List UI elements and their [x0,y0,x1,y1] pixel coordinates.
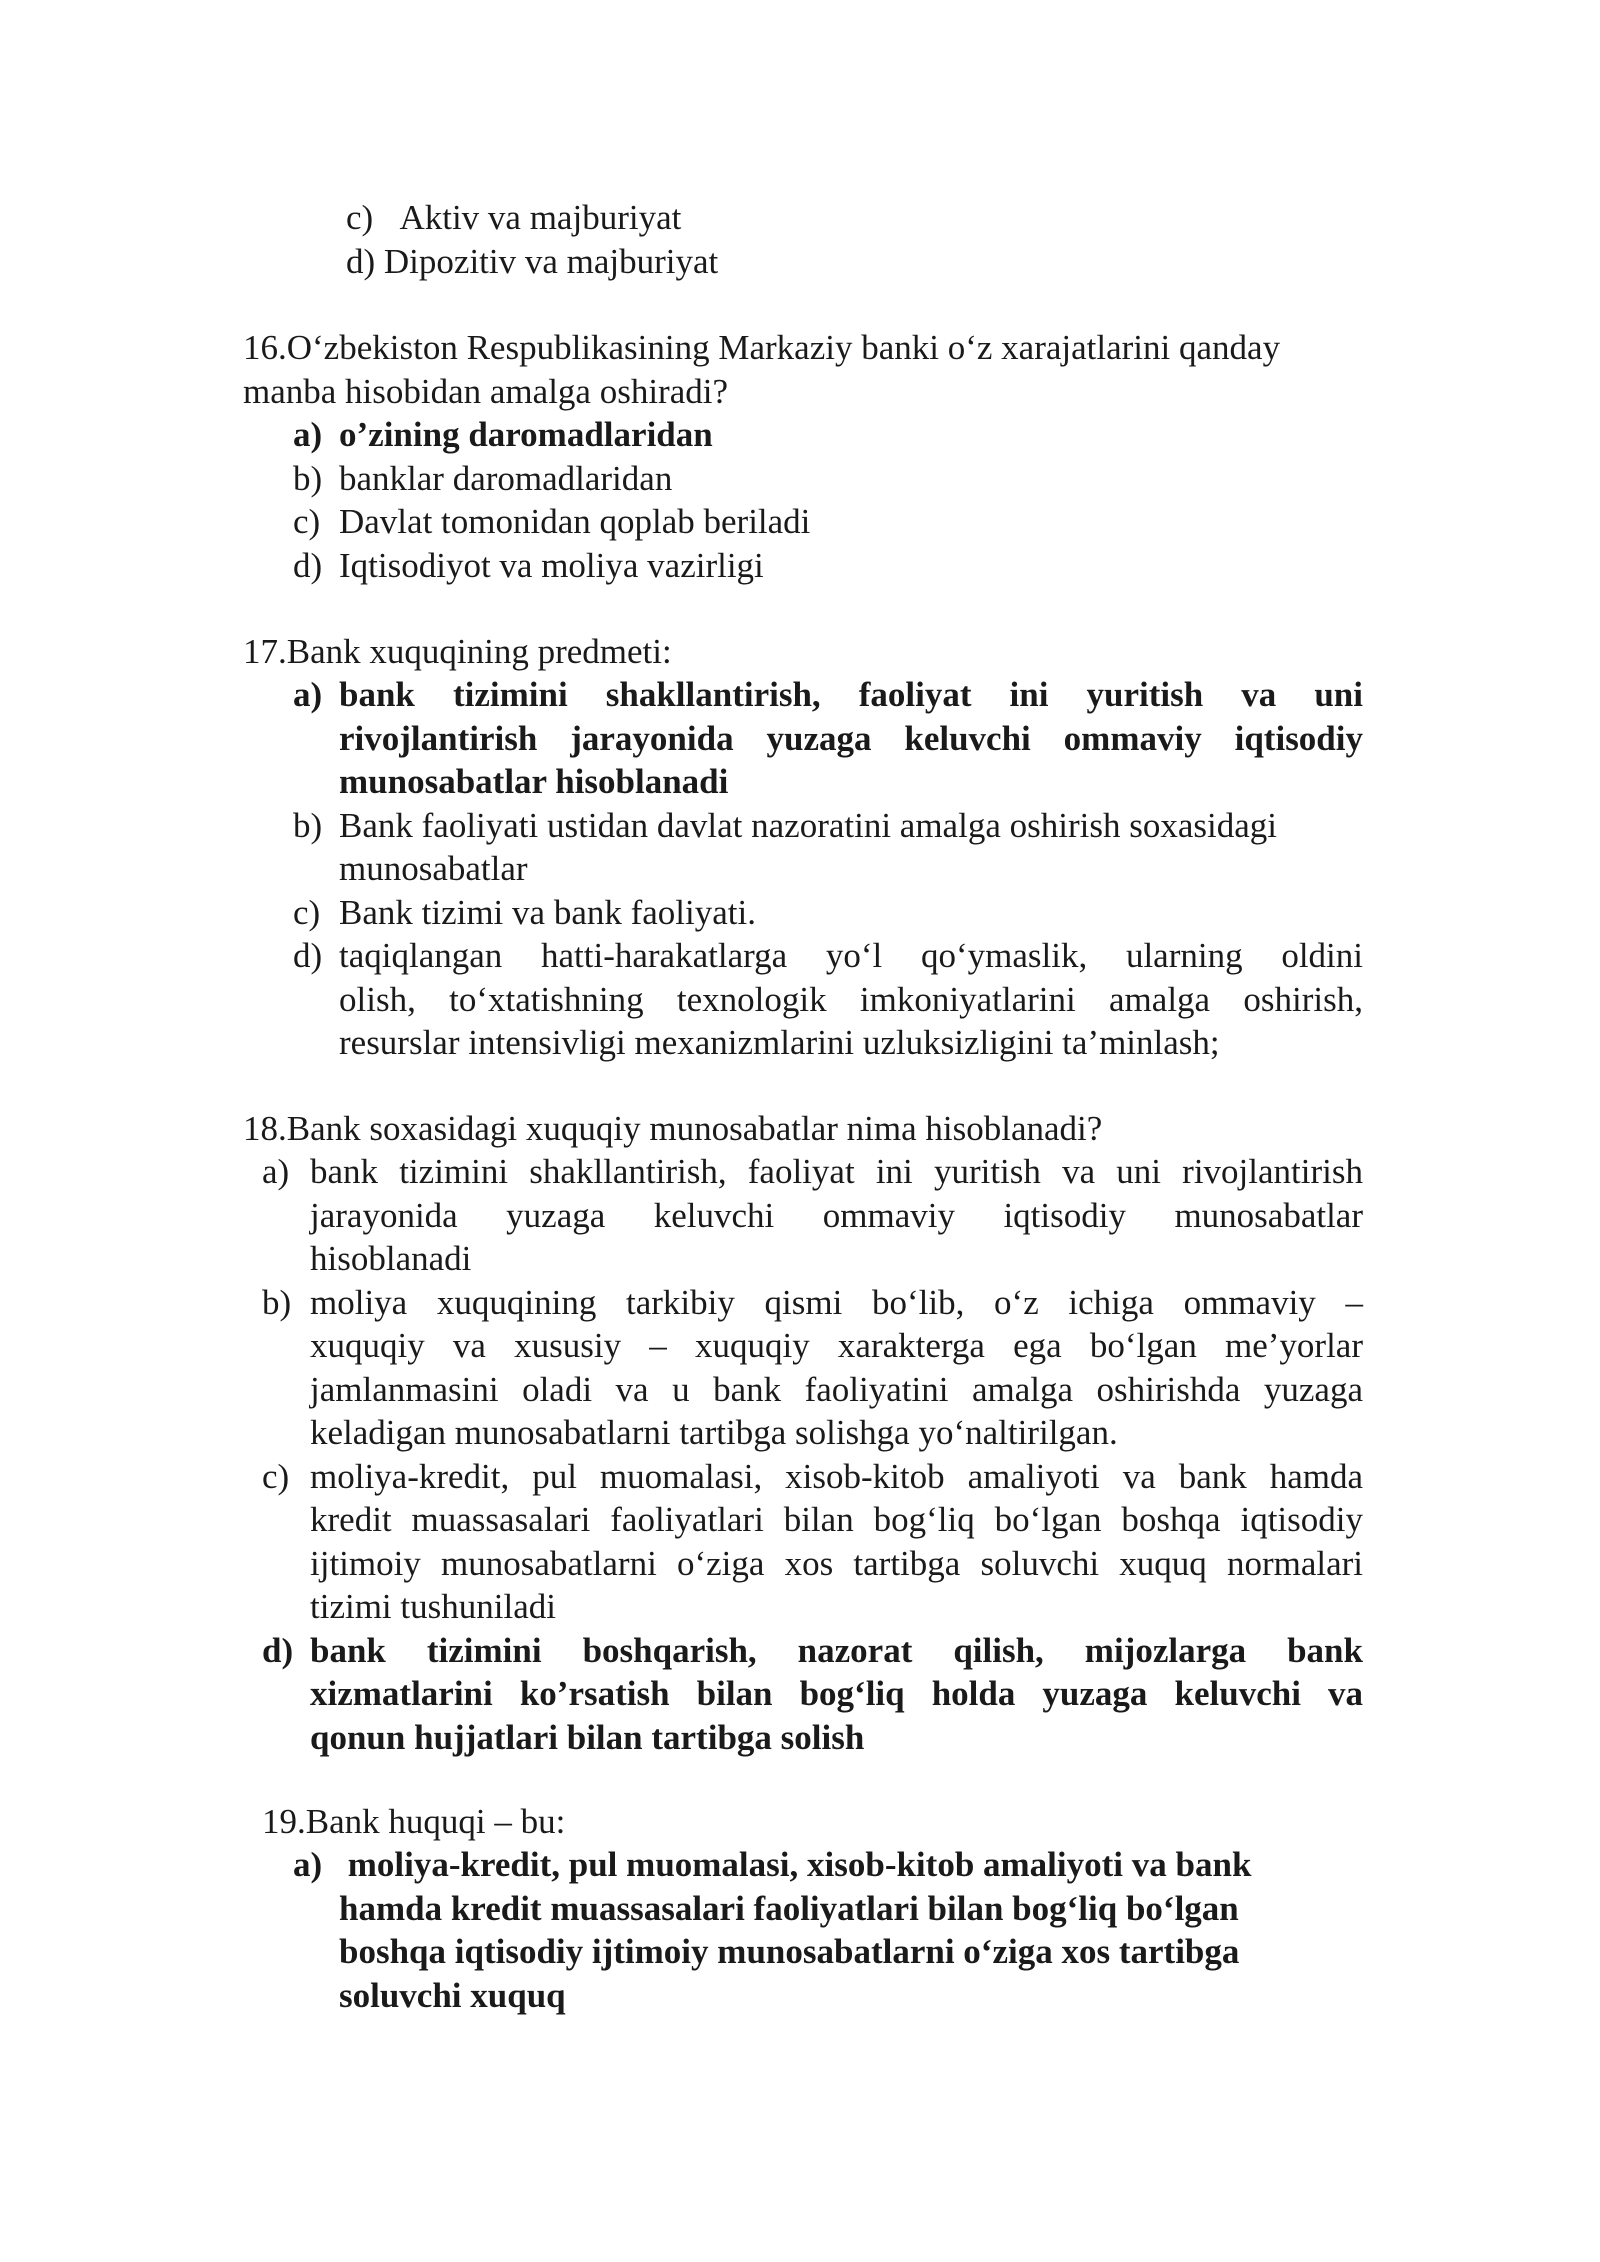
option-text-line: moliya xuquqining tarkibiy qismi bo‘lib, o‘z ichiga ommaviy – [310,1282,1363,1322]
option-d [293,544,1363,588]
option-b [293,457,1363,501]
option-text-line: moliya-kredit, pul muomalasi, xisob-kitob amaliyoti va bank hamda [310,1456,1363,1496]
option-label: a) [262,1152,290,1191]
question-19-options [293,1843,1343,2017]
question-16 [243,326,1363,413]
option-text-line: hamda kredit muassasalari faoliyatlari bilan bog‘liq bo‘lgan [339,1888,1239,1928]
option-a-correct [293,1843,1343,2017]
option-text: Iqtisodiyot va moliya vazirligi [339,545,764,585]
option-label: a) [293,1845,323,1884]
option-label: d) [262,1630,294,1670]
option-text [339,1843,1329,2017]
option-text: Aktiv va majburiyat [399,198,682,237]
question-18-options [262,1150,1363,1759]
option-c [346,196,718,240]
option-c [293,500,1363,544]
option-text-line: Bank tizimi va bank faoliyati. [339,892,756,932]
option-text-line: rivojlantirish jarayonida yuzaga keluvchi ommaviy iqtisodiy [339,718,1363,758]
option-text-line: taqiqlangan hatti-harakatlarga yo‘l qo‘ymaslik, ularning oldini [339,936,1363,975]
option-text-line: munosabatlar hisoblanadi [339,762,729,801]
question-16-text-line-1: 16.O‘zbekiston Respublikasining Markaziy banki o‘z xarajatlarini qanday [243,328,1281,367]
option-text-line: bank tizimini shakllantirish, faoliyat ini yuritish va uni [339,675,1363,714]
option-b [262,1281,1363,1455]
option-text [310,1455,1363,1629]
option-text-line: tizimi tushuniladi [310,1587,556,1626]
option-label: d) [346,241,376,281]
question-18 [243,1107,1102,1151]
option-a-correct [293,673,1363,804]
question-17 [243,630,672,674]
option-text: o’zining daromadlaridan [339,415,713,454]
option-label: c) [293,502,321,541]
option-text [310,1281,1363,1455]
question-17-options [293,673,1363,1065]
option-text-line: jarayonida yuzaga keluvchi ommaviy iqtisodiy munosabatlar [310,1195,1363,1235]
option-text-line: qonun hujjatlari bilan tartibga solish [310,1717,865,1757]
option-label: a) [293,415,323,454]
option-text-line: olish, to‘xtatishning texnologik imkoniyatlarini amalga oshirish, [339,979,1363,1019]
question-18-text: 18.Bank soxasidagi xuquqiy munosabatlar nima hisoblanadi? [243,1109,1103,1148]
option-text [339,891,1363,935]
option-text [339,934,1363,1065]
option-text [310,1150,1363,1281]
question-16-options [293,413,1363,587]
option-text [339,673,1363,804]
option-label: c) [346,198,374,237]
option-label: d) [293,936,323,975]
option-text-line: jamlanmasini oladi va u bank faoliyatini amalga oshirishda yuzaga [310,1369,1363,1409]
question-19 [262,1800,565,1844]
option-text-line: munosabatlar [339,849,528,888]
question-16-text-line-2: manba hisobidan amalga oshiradi? [243,371,728,411]
option-d [346,240,718,284]
prev-question-options [346,196,718,283]
option-d [293,934,1363,1065]
option-text [339,804,1363,891]
option-c [293,891,1363,935]
option-text-line: xizmatlarini ko’rsatish bilan bog‘liq holda yuzaga keluvchi va [310,1674,1363,1713]
option-text: Davlat tomonidan qoplab beriladi [339,502,811,541]
option-c [262,1455,1363,1629]
option-label: a) [293,675,323,714]
option-text-line: ijtimoiy munosabatlarni o‘ziga xos tartibga soluvchi xuquq normalari [310,1543,1363,1583]
option-text-line: bank tizimini shakllantirish, faoliyat ini yuritish va uni rivojlantirish [310,1152,1363,1191]
option-text-line: hisoblanadi [310,1239,472,1278]
option-text-line: keladigan munosabatlarni tartibga solishga yo‘naltirilgan. [310,1413,1118,1452]
option-text-line: moliya-kredit, pul muomalasi, xisob-kitob amaliyoti va bank [339,1845,1252,1884]
option-text [310,1629,1363,1760]
option-label: c) [293,892,321,932]
option-text-line: soluvchi xuquq [339,1975,566,2015]
option-text-line: resurslar intensivligi mexanizmlarini uzluksizligini ta’minlash; [339,1023,1220,1062]
option-label: b) [293,458,323,498]
option-label: b) [262,1282,292,1322]
option-label: c) [262,1456,290,1496]
option-a [262,1150,1363,1281]
option-text-line: bank tizimini boshqarish, nazorat qilish, mijozlarga bank [310,1630,1363,1670]
option-text: banklar daromadlaridan [339,458,673,498]
option-d-correct [262,1629,1363,1760]
option-label: b) [293,805,323,845]
question-17-text: 17.Bank xuquqining predmeti: [243,632,672,671]
option-text-line: Bank faoliyati ustidan davlat nazoratini amalga oshirish soxasidagi [339,805,1277,845]
question-19-text: 19.Bank huquqi – bu: [262,1802,566,1841]
option-text-line: xuquqiy va xususiy – xuquqiy xarakterga ega bo‘lgan me’yorlar [310,1326,1363,1365]
option-a-correct [293,413,1363,457]
option-label: d) [293,545,323,585]
option-text-line: kredit muassasalari faoliyatlari bilan bog‘liq bo‘lgan boshqa iqtisodiy [310,1500,1363,1539]
option-text-line: boshqa iqtisodiy ijtimoiy munosabatlarni o‘ziga xos tartibga [339,1932,1240,1971]
option-b [293,804,1363,891]
option-text: Dipozitiv va majburiyat [383,241,719,281]
